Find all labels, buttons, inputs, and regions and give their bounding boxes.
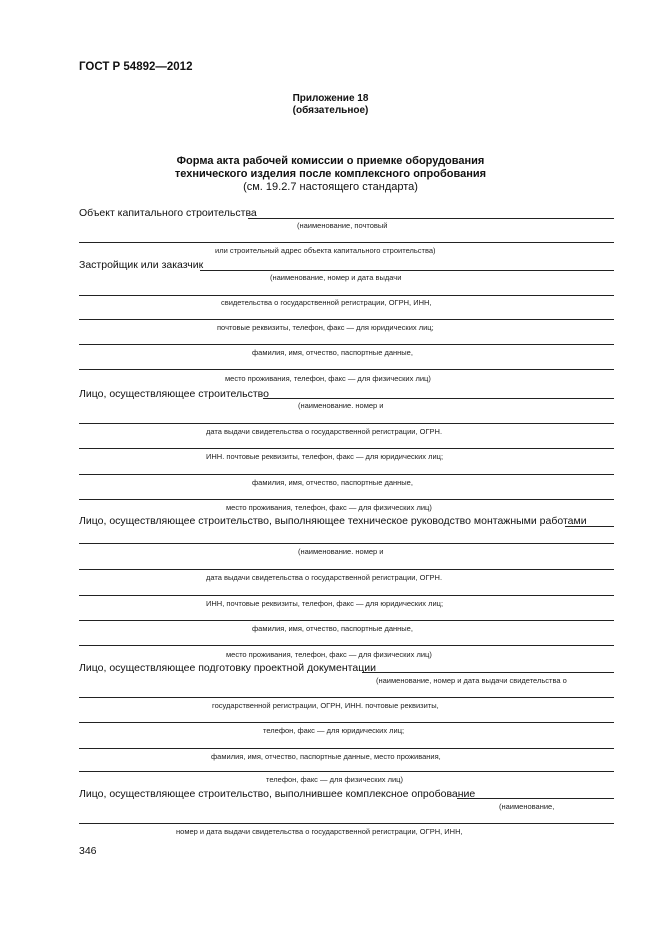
tester-caption-1: (наименование,	[499, 802, 555, 811]
tech-supervisor-field-6[interactable]	[79, 645, 614, 646]
developer-caption-2: свидетельства о государственной регистрации, ОГРН, ИНН,	[221, 298, 432, 307]
tech-supervisor-field-4[interactable]	[79, 595, 614, 596]
tech-supervisor-caption-2: дата выдачи свидетельства о государственной регистрации, ОГРН.	[206, 573, 443, 582]
designer-field-4[interactable]	[79, 748, 614, 749]
developer-caption-1: (наименование, номер и дата выдачи	[270, 273, 402, 282]
builder-field-5[interactable]	[79, 499, 614, 500]
developer-label: Застройщик или заказчик	[79, 259, 204, 271]
designer-field-3[interactable]	[79, 722, 614, 723]
developer-field-4[interactable]	[79, 344, 614, 345]
tester-caption-2: номер и дата выдачи свидетельства о государственной регистрации, ОГРН, ИНН,	[176, 827, 463, 836]
form-title-line-3: (см. 19.2.7 настоящего стандарта)	[243, 181, 418, 193]
designer-caption-3: телефон, факс — для юридических лиц;	[263, 726, 405, 735]
standard-header: ГОСТ Р 54892—2012	[79, 61, 193, 73]
object-field-2[interactable]	[79, 242, 614, 243]
builder-field-4[interactable]	[79, 474, 614, 475]
builder-field[interactable]	[263, 398, 614, 399]
form-title-line-2: технического изделия после комплексного опробования	[174, 168, 487, 180]
builder-field-2[interactable]	[79, 423, 614, 424]
appendix-status: (обязательное)	[292, 105, 369, 116]
builder-caption-2: дата выдачи свидетельства о государственной регистрации, ОГРН.	[206, 427, 443, 436]
developer-field-5[interactable]	[79, 369, 614, 370]
tech-supervisor-caption-4: фамилия, имя, отчество, паспортные данные,	[252, 624, 413, 633]
designer-field[interactable]	[362, 672, 614, 673]
tech-supervisor-caption-3: ИНН, почтовые реквизиты, телефон, факс — для юридических лиц;	[206, 599, 444, 608]
builder-caption-4: фамилия, имя, отчество, паспортные данные,	[252, 478, 413, 487]
designer-caption-1: (наименование, номер и дата выдачи свидетельства о	[376, 676, 567, 685]
developer-field-2[interactable]	[79, 295, 614, 296]
page-number: 346	[79, 845, 97, 857]
tech-supervisor-field-2[interactable]	[79, 543, 614, 544]
tech-supervisor-field-5[interactable]	[79, 620, 614, 621]
appendix-title: Приложение 18	[292, 93, 369, 104]
developer-caption-3: почтовые реквизиты, телефон, факс — для юридических лиц;	[217, 323, 434, 332]
builder-field-3[interactable]	[79, 448, 614, 449]
object-field[interactable]	[248, 218, 614, 219]
tester-field-2[interactable]	[79, 823, 614, 824]
tech-supervisor-caption-5: место проживания, телефон, факс — для физических лиц)	[226, 650, 432, 659]
tester-label: Лицо, осуществляющее строительство, выполнившее комплексное опробование	[79, 788, 476, 800]
object-caption-2: или строительный адрес объекта капитального строительства)	[215, 246, 436, 255]
object-caption-1: (наименование, почтовый	[297, 221, 388, 230]
designer-field-5[interactable]	[79, 771, 614, 772]
builder-caption-5: место проживания, телефон, факс — для физических лиц)	[226, 503, 432, 512]
object-label: Объект капитального строительства	[79, 207, 257, 219]
tester-field[interactable]	[457, 798, 614, 799]
designer-caption-4: фамилия, имя, отчество, паспортные данные, место проживания,	[211, 752, 441, 761]
developer-field-3[interactable]	[79, 319, 614, 320]
tech-supervisor-caption-1: (наименование. номер и	[298, 547, 384, 556]
tech-supervisor-label: Лицо, осуществляющее строительство, выполняющее техническое руководство монтажными работами	[79, 515, 587, 527]
builder-label: Лицо, осуществляющее строительство	[79, 388, 269, 400]
form-title-line-1: Форма акта рабочей комиссии о приемке оборудования	[176, 155, 485, 167]
designer-field-2[interactable]	[79, 697, 614, 698]
developer-caption-4: фамилия, имя, отчество, паспортные данные,	[252, 348, 413, 357]
tech-supervisor-field-3[interactable]	[79, 569, 614, 570]
developer-caption-5: место проживания, телефон, факс — для физических лиц)	[225, 374, 431, 383]
developer-field[interactable]	[200, 270, 614, 271]
designer-label: Лицо, осуществляющее подготовку проектной документации	[79, 662, 376, 674]
designer-caption-5: телефон, факс — для физических лиц)	[266, 775, 403, 784]
designer-caption-2: государственной регистрации, ОГРН, ИНН. почтовые реквизиты,	[212, 701, 439, 710]
tech-supervisor-field[interactable]	[565, 526, 614, 527]
builder-caption-1: (наименование. номер и	[298, 401, 384, 410]
builder-caption-3: ИНН. почтовые реквизиты, телефон, факс — для юридических лиц;	[206, 452, 444, 461]
